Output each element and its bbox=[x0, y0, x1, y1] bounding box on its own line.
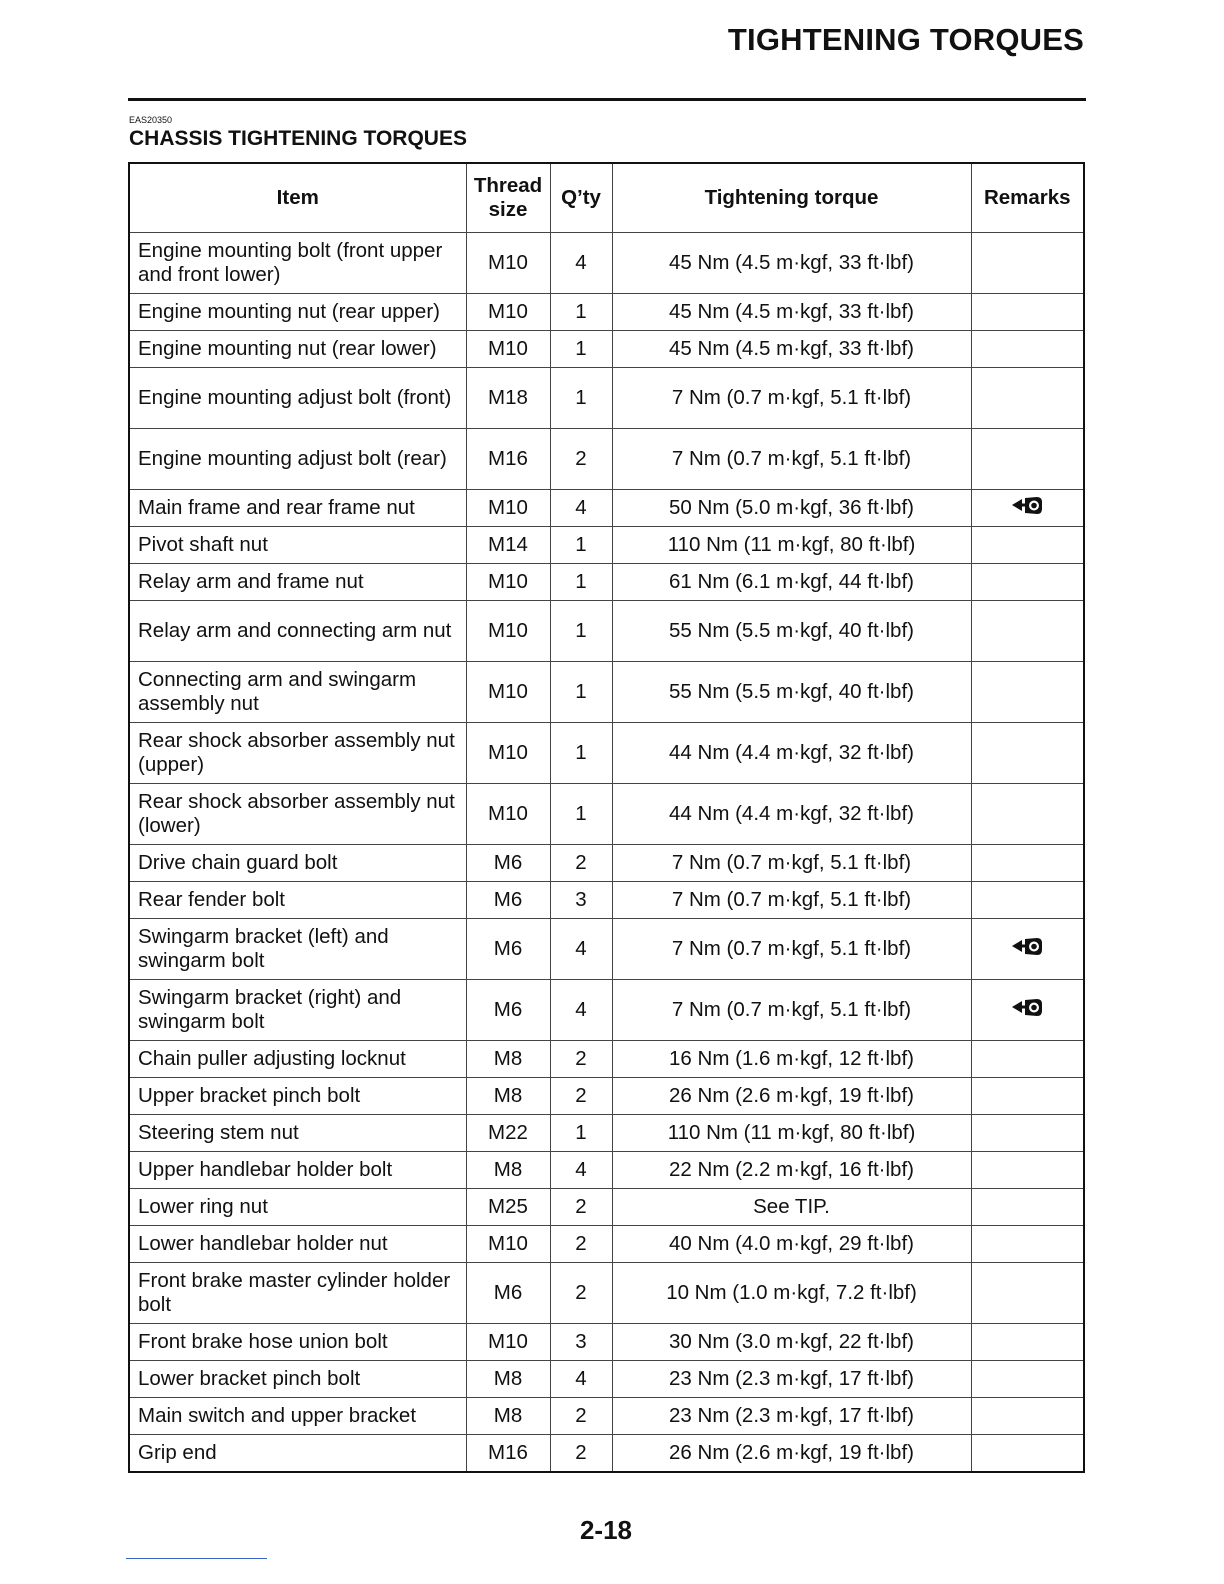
cell-thread-size: M10 bbox=[466, 294, 550, 331]
table-row bbox=[129, 233, 1084, 294]
table-row bbox=[129, 1324, 1084, 1361]
cell-thread-size: M10 bbox=[466, 662, 550, 723]
cell-torque: 61 Nm (6.1 m·kgf, 44 ft·lbf) bbox=[612, 564, 971, 601]
cell-thread-size: M6 bbox=[466, 980, 550, 1041]
table-row bbox=[129, 294, 1084, 331]
cell-qty: 4 bbox=[550, 1152, 612, 1189]
cell-item: Rear fender bolt bbox=[129, 882, 466, 919]
cell-torque: 50 Nm (5.0 m·kgf, 36 ft·lbf) bbox=[612, 490, 971, 527]
table-row bbox=[129, 1435, 1084, 1473]
cell-item: Relay arm and connecting arm nut bbox=[129, 601, 466, 662]
cell-remarks bbox=[971, 294, 1084, 331]
cell-thread-size: M8 bbox=[466, 1041, 550, 1078]
cell-remarks bbox=[971, 1398, 1084, 1435]
cell-remarks bbox=[971, 1263, 1084, 1324]
cell-qty: 1 bbox=[550, 723, 612, 784]
cell-item: Pivot shaft nut bbox=[129, 527, 466, 564]
col-header-thread-line2: size bbox=[488, 198, 528, 221]
cell-qty: 2 bbox=[550, 1041, 612, 1078]
cell-qty: 2 bbox=[550, 1398, 612, 1435]
cell-item: Engine mounting bolt (front upper and front lower) bbox=[129, 233, 466, 294]
cell-item: Engine mounting adjust bolt (rear) bbox=[129, 429, 466, 490]
table-row bbox=[129, 564, 1084, 601]
cell-torque: 55 Nm (5.5 m·kgf, 40 ft·lbf) bbox=[612, 662, 971, 723]
table-row bbox=[129, 1361, 1084, 1398]
cell-item: Engine mounting nut (rear lower) bbox=[129, 331, 466, 368]
cell-item: Front brake master cylinder holder bolt bbox=[129, 1263, 466, 1324]
cell-torque: 110 Nm (11 m·kgf, 80 ft·lbf) bbox=[612, 527, 971, 564]
cell-qty: 4 bbox=[550, 980, 612, 1041]
cell-item: Connecting arm and swingarm assembly nut bbox=[129, 662, 466, 723]
cell-qty: 2 bbox=[550, 845, 612, 882]
header-rule bbox=[128, 98, 1086, 101]
cell-remarks bbox=[971, 1226, 1084, 1263]
locking-agent-icon bbox=[1010, 935, 1044, 963]
table-row bbox=[129, 490, 1084, 527]
cell-item: Chain puller adjusting locknut bbox=[129, 1041, 466, 1078]
cell-remarks bbox=[971, 1324, 1084, 1361]
cell-remarks bbox=[971, 331, 1084, 368]
cell-torque: 26 Nm (2.6 m·kgf, 19 ft·lbf) bbox=[612, 1078, 971, 1115]
cell-torque: 45 Nm (4.5 m·kgf, 33 ft·lbf) bbox=[612, 331, 971, 368]
cell-thread-size: M10 bbox=[466, 723, 550, 784]
cell-remarks bbox=[971, 490, 1084, 527]
cell-qty: 1 bbox=[550, 368, 612, 429]
cell-remarks bbox=[971, 723, 1084, 784]
cell-qty: 4 bbox=[550, 490, 612, 527]
cell-remarks bbox=[971, 980, 1084, 1041]
table-row bbox=[129, 784, 1084, 845]
table-row bbox=[129, 527, 1084, 564]
page-number: 2-18 bbox=[579, 1515, 633, 1545]
cell-qty: 2 bbox=[550, 1189, 612, 1226]
table-row bbox=[129, 1189, 1084, 1226]
cell-remarks bbox=[971, 527, 1084, 564]
cell-qty: 2 bbox=[550, 1226, 612, 1263]
cell-remarks bbox=[971, 784, 1084, 845]
cell-item: Main switch and upper bracket bbox=[129, 1398, 466, 1435]
cell-torque: 45 Nm (4.5 m·kgf, 33 ft·lbf) bbox=[612, 294, 971, 331]
cell-torque: 7 Nm (0.7 m·kgf, 5.1 ft·lbf) bbox=[612, 845, 971, 882]
table-row bbox=[129, 1226, 1084, 1263]
locking-agent-icon bbox=[1010, 996, 1044, 1024]
cell-remarks bbox=[971, 1189, 1084, 1226]
col-header-thread-size bbox=[466, 163, 550, 233]
cell-thread-size: M10 bbox=[466, 1324, 550, 1361]
table-row bbox=[129, 1041, 1084, 1078]
table-row bbox=[129, 919, 1084, 980]
page-title: TIGHTENING TORQUES bbox=[727, 22, 1084, 57]
locking-agent-icon bbox=[1010, 494, 1044, 522]
cell-thread-size: M10 bbox=[466, 564, 550, 601]
cell-torque: 45 Nm (4.5 m·kgf, 33 ft·lbf) bbox=[612, 233, 971, 294]
table-row bbox=[129, 882, 1084, 919]
cell-thread-size: M10 bbox=[466, 784, 550, 845]
cell-torque: 23 Nm (2.3 m·kgf, 17 ft·lbf) bbox=[612, 1398, 971, 1435]
cell-qty: 4 bbox=[550, 233, 612, 294]
cell-torque: 44 Nm (4.4 m·kgf, 32 ft·lbf) bbox=[612, 723, 971, 784]
table-row bbox=[129, 429, 1084, 490]
cell-item: Lower handlebar holder nut bbox=[129, 1226, 466, 1263]
cell-thread-size: M8 bbox=[466, 1152, 550, 1189]
cell-qty: 3 bbox=[550, 1324, 612, 1361]
cell-thread-size: M6 bbox=[466, 1263, 550, 1324]
cell-remarks bbox=[971, 1115, 1084, 1152]
cell-item: Main frame and rear frame nut bbox=[129, 490, 466, 527]
cell-item: Swingarm bracket (right) and swingarm bolt bbox=[129, 980, 466, 1041]
section-code: EAS20350 bbox=[129, 115, 173, 125]
cell-item: Rear shock absorber assembly nut (upper) bbox=[129, 723, 466, 784]
cell-torque: 10 Nm (1.0 m·kgf, 7.2 ft·lbf) bbox=[612, 1263, 971, 1324]
cell-item: Lower ring nut bbox=[129, 1189, 466, 1226]
cell-thread-size: M25 bbox=[466, 1189, 550, 1226]
table-header-row bbox=[129, 163, 1084, 233]
cell-torque: 44 Nm (4.4 m·kgf, 32 ft·lbf) bbox=[612, 784, 971, 845]
cell-qty: 1 bbox=[550, 601, 612, 662]
cell-qty: 4 bbox=[550, 919, 612, 980]
cell-remarks bbox=[971, 1152, 1084, 1189]
cell-remarks bbox=[971, 1361, 1084, 1398]
table-row bbox=[129, 980, 1084, 1041]
cell-torque: 7 Nm (0.7 m·kgf, 5.1 ft·lbf) bbox=[612, 429, 971, 490]
cell-item: Engine mounting nut (rear upper) bbox=[129, 294, 466, 331]
col-header-remarks: Remarks bbox=[971, 163, 1084, 233]
table-row bbox=[129, 601, 1084, 662]
cell-qty: 1 bbox=[550, 1115, 612, 1152]
cell-torque: 110 Nm (11 m·kgf, 80 ft·lbf) bbox=[612, 1115, 971, 1152]
cell-torque: 7 Nm (0.7 m·kgf, 5.1 ft·lbf) bbox=[612, 980, 971, 1041]
table-row bbox=[129, 1263, 1084, 1324]
cell-qty: 1 bbox=[550, 784, 612, 845]
col-header-qty: Q’ty bbox=[550, 163, 612, 233]
cell-thread-size: M10 bbox=[466, 601, 550, 662]
cell-qty: 4 bbox=[550, 1361, 612, 1398]
table-row bbox=[129, 1078, 1084, 1115]
cell-remarks bbox=[971, 233, 1084, 294]
cell-thread-size: M10 bbox=[466, 233, 550, 294]
cell-thread-size: M6 bbox=[466, 919, 550, 980]
cell-qty: 2 bbox=[550, 1078, 612, 1115]
cell-thread-size: M10 bbox=[466, 1226, 550, 1263]
cell-thread-size: M10 bbox=[466, 331, 550, 368]
table-row bbox=[129, 662, 1084, 723]
cell-qty: 1 bbox=[550, 294, 612, 331]
cell-thread-size: M16 bbox=[466, 429, 550, 490]
col-header-item: Item bbox=[129, 163, 466, 233]
cell-remarks bbox=[971, 662, 1084, 723]
table-row bbox=[129, 1115, 1084, 1152]
cell-remarks bbox=[971, 601, 1084, 662]
cell-torque: 16 Nm (1.6 m·kgf, 12 ft·lbf) bbox=[612, 1041, 971, 1078]
col-header-thread-line1: Thread bbox=[473, 174, 543, 197]
table-row bbox=[129, 845, 1084, 882]
cell-qty: 1 bbox=[550, 564, 612, 601]
cell-qty: 2 bbox=[550, 1263, 612, 1324]
cell-torque: 7 Nm (0.7 m·kgf, 5.1 ft·lbf) bbox=[612, 919, 971, 980]
cell-remarks bbox=[971, 1078, 1084, 1115]
cell-torque: 40 Nm (4.0 m·kgf, 29 ft·lbf) bbox=[612, 1226, 971, 1263]
cell-remarks bbox=[971, 1435, 1084, 1473]
cell-torque: 22 Nm (2.2 m·kgf, 16 ft·lbf) bbox=[612, 1152, 971, 1189]
section-title: CHASSIS TIGHTENING TORQUES bbox=[129, 127, 467, 150]
cell-remarks bbox=[971, 368, 1084, 429]
cell-qty: 1 bbox=[550, 331, 612, 368]
cell-torque: 7 Nm (0.7 m·kgf, 5.1 ft·lbf) bbox=[612, 882, 971, 919]
table-row bbox=[129, 1152, 1084, 1189]
cell-item: Rear shock absorber assembly nut (lower) bbox=[129, 784, 466, 845]
cell-item: Engine mounting adjust bolt (front) bbox=[129, 368, 466, 429]
cell-torque: 30 Nm (3.0 m·kgf, 22 ft·lbf) bbox=[612, 1324, 971, 1361]
cell-torque: 26 Nm (2.6 m·kgf, 19 ft·lbf) bbox=[612, 1435, 971, 1473]
cell-thread-size: M10 bbox=[466, 490, 550, 527]
cell-item: Relay arm and frame nut bbox=[129, 564, 466, 601]
cell-remarks bbox=[971, 882, 1084, 919]
cell-torque: 55 Nm (5.5 m·kgf, 40 ft·lbf) bbox=[612, 601, 971, 662]
cell-thread-size: M8 bbox=[466, 1361, 550, 1398]
cell-remarks bbox=[971, 845, 1084, 882]
cell-item: Grip end bbox=[129, 1435, 466, 1473]
table-row bbox=[129, 331, 1084, 368]
cell-qty: 3 bbox=[550, 882, 612, 919]
cell-qty: 2 bbox=[550, 1435, 612, 1473]
cell-thread-size: M8 bbox=[466, 1078, 550, 1115]
torque-table bbox=[128, 162, 1085, 1473]
cell-item: Upper bracket pinch bolt bbox=[129, 1078, 466, 1115]
cell-thread-size: M6 bbox=[466, 882, 550, 919]
cell-item: Swingarm bracket (left) and swingarm bolt bbox=[129, 919, 466, 980]
cell-item: Upper handlebar holder bolt bbox=[129, 1152, 466, 1189]
cell-item: Drive chain guard bolt bbox=[129, 845, 466, 882]
cell-remarks bbox=[971, 564, 1084, 601]
cell-thread-size: M22 bbox=[466, 1115, 550, 1152]
cell-qty: 2 bbox=[550, 429, 612, 490]
footer-line bbox=[126, 1558, 267, 1559]
cell-qty: 1 bbox=[550, 527, 612, 564]
cell-thread-size: M14 bbox=[466, 527, 550, 564]
cell-thread-size: M16 bbox=[466, 1435, 550, 1473]
cell-item: Steering stem nut bbox=[129, 1115, 466, 1152]
col-header-torque: Tightening torque bbox=[612, 163, 971, 233]
cell-thread-size: M18 bbox=[466, 368, 550, 429]
cell-item: Front brake hose union bolt bbox=[129, 1324, 466, 1361]
cell-torque: See TIP. bbox=[612, 1189, 971, 1226]
cell-qty: 1 bbox=[550, 662, 612, 723]
cell-item: Lower bracket pinch bolt bbox=[129, 1361, 466, 1398]
cell-torque: 7 Nm (0.7 m·kgf, 5.1 ft·lbf) bbox=[612, 368, 971, 429]
cell-remarks bbox=[971, 919, 1084, 980]
cell-torque: 23 Nm (2.3 m·kgf, 17 ft·lbf) bbox=[612, 1361, 971, 1398]
cell-thread-size: M8 bbox=[466, 1398, 550, 1435]
cell-remarks bbox=[971, 429, 1084, 490]
cell-remarks bbox=[971, 1041, 1084, 1078]
table-row bbox=[129, 1398, 1084, 1435]
table-row bbox=[129, 368, 1084, 429]
table-row bbox=[129, 723, 1084, 784]
cell-thread-size: M6 bbox=[466, 845, 550, 882]
